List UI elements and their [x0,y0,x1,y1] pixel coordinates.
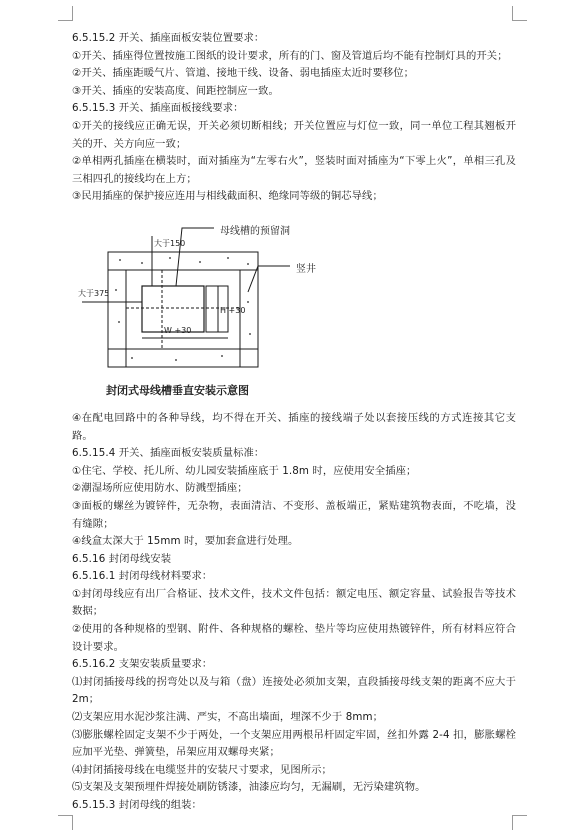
page-corner-mark-top-left [58,6,73,21]
top-dimension-label: 大于150 [154,238,186,248]
paragraph: ⑴封闭插接母线的拐弯处以及与箱（盘）连接处必须加支架，直段插接母线支架的距离不应大于 2m； [72,675,516,706]
paragraph: ⑵支架应用水泥沙浆注满、严实，不高出墙面，埋深不少于 8mm； [72,711,383,724]
paragraph: ①封闭母线应有出厂合格证、技术文件，技术文件包括：额定电压、额定容量、试验报告等技术数据； [72,587,516,618]
paragraph: ④线盒太深大于 15mm 时，要加套盒进行处理。 [72,535,299,548]
paragraph: ⑷封闭插接母线在电缆竖井的安装尺寸要求，见图所示； [72,763,332,776]
paragraph: ⑸支架及支架预埋件焊接处刷防锈漆，油漆应均匀，无漏刷，无污染建筑物。 [72,781,426,794]
hole-label: 母线槽的预留洞 [220,225,290,237]
right-wall [240,270,258,367]
page-corner-mark-bottom-left [58,815,73,830]
heading-6-5-15-4: 6.5.15.4 开关、插座面板安装质量标准： [72,447,265,460]
upper-slab [108,252,258,270]
lower-slab [108,349,258,367]
left-dimension-label: 大于375 [78,288,110,298]
paragraph: ①住宅、学校、托儿所、幼儿园安装插座底于 1.8m 时，应使用安全插座； [72,464,417,477]
paragraph: ②单相两孔插座在横装时，面对插座为“左零右火”，竖装时面对插座为“下零上火”，单相三孔及三相四孔的接线均在上方； [72,155,516,185]
paragraph: ③开关、插座的安装高度、间距控制应一致。 [72,84,279,97]
paragraph: ①开关、插座得位置按施工图纸的设计要求，所有的门、窗及管道后均不能有控制灯具的开关； [72,49,508,62]
page-corner-mark-bottom-right [512,815,527,830]
busway-diagram [72,210,516,406]
paragraph: ④在配电回路中的各种导线，均不得在开关、插座的接线端子处以套接压线的方式连接其它支路。 [72,411,516,442]
figure-caption: 封闭式母线槽垂直安装示意图 [106,383,249,397]
left-wall [108,270,126,367]
paragraph: ②开关、插座距暖气片、管道、接地干线、设备、弱电插座太近时要移位； [72,67,415,80]
paragraph: ⑶膨胀螺栓固定支架不少于两处，一个支架应用两根吊杆固定牢固，丝扣外露 2-4 扣，膨胀螺栓应加平光垫、弹簧垫，吊架应用双螺母夹紧； [72,728,516,759]
document-body [72,30,516,815]
paragraph: ①开关的接线应正确无误，开关必须切断相线；开关位置应与灯位一致，同一单位工程其翘板开关的开、关方向应一致； [72,119,516,150]
shaft-label: 竖井 [296,263,316,275]
heading-6-5-15-2: 6.5.15.2 开关、插座面板安装位置要求： [72,32,265,44]
paragraph: ②使用的各种规格的型钢、附件、各种规格的螺栓、垫片等均应使用热镀锌件，所有材料应符合设计要求。 [72,623,516,653]
paragraph: ②潮湿场所应使用防水、防溅型插座； [72,482,248,495]
heading-6-5-16: 6.5.16 封闭母线安装 [72,552,172,565]
paragraph: ③面板的螺丝为镀锌件，无杂物，表面清洁、不变形、盖板端正，紧贴建筑物表面，不吃墙，没有缝隙； [72,499,516,530]
height-label: H +30 [220,305,246,315]
heading-6-5-16-2: 6.5.16.2 支架安装质量要求： [72,658,213,671]
busway-installation-figure [72,210,516,406]
heading-6-5-16-1: 6.5.16.1 封闭母线材料要求： [72,570,213,583]
page-corner-mark-top-right [512,6,527,21]
heading-6-5-15-3: 6.5.15.3 开关、插座面板接线要求： [72,102,244,115]
heading-6-5-15-3-assembly: 6.5.15.3 封闭母线的组装： [72,799,202,811]
paragraph: ③民用插座的保护接应连用与相线截面积、绝缘同等级的铜芯导线； [72,190,383,203]
width-label: W +30 [164,325,192,335]
